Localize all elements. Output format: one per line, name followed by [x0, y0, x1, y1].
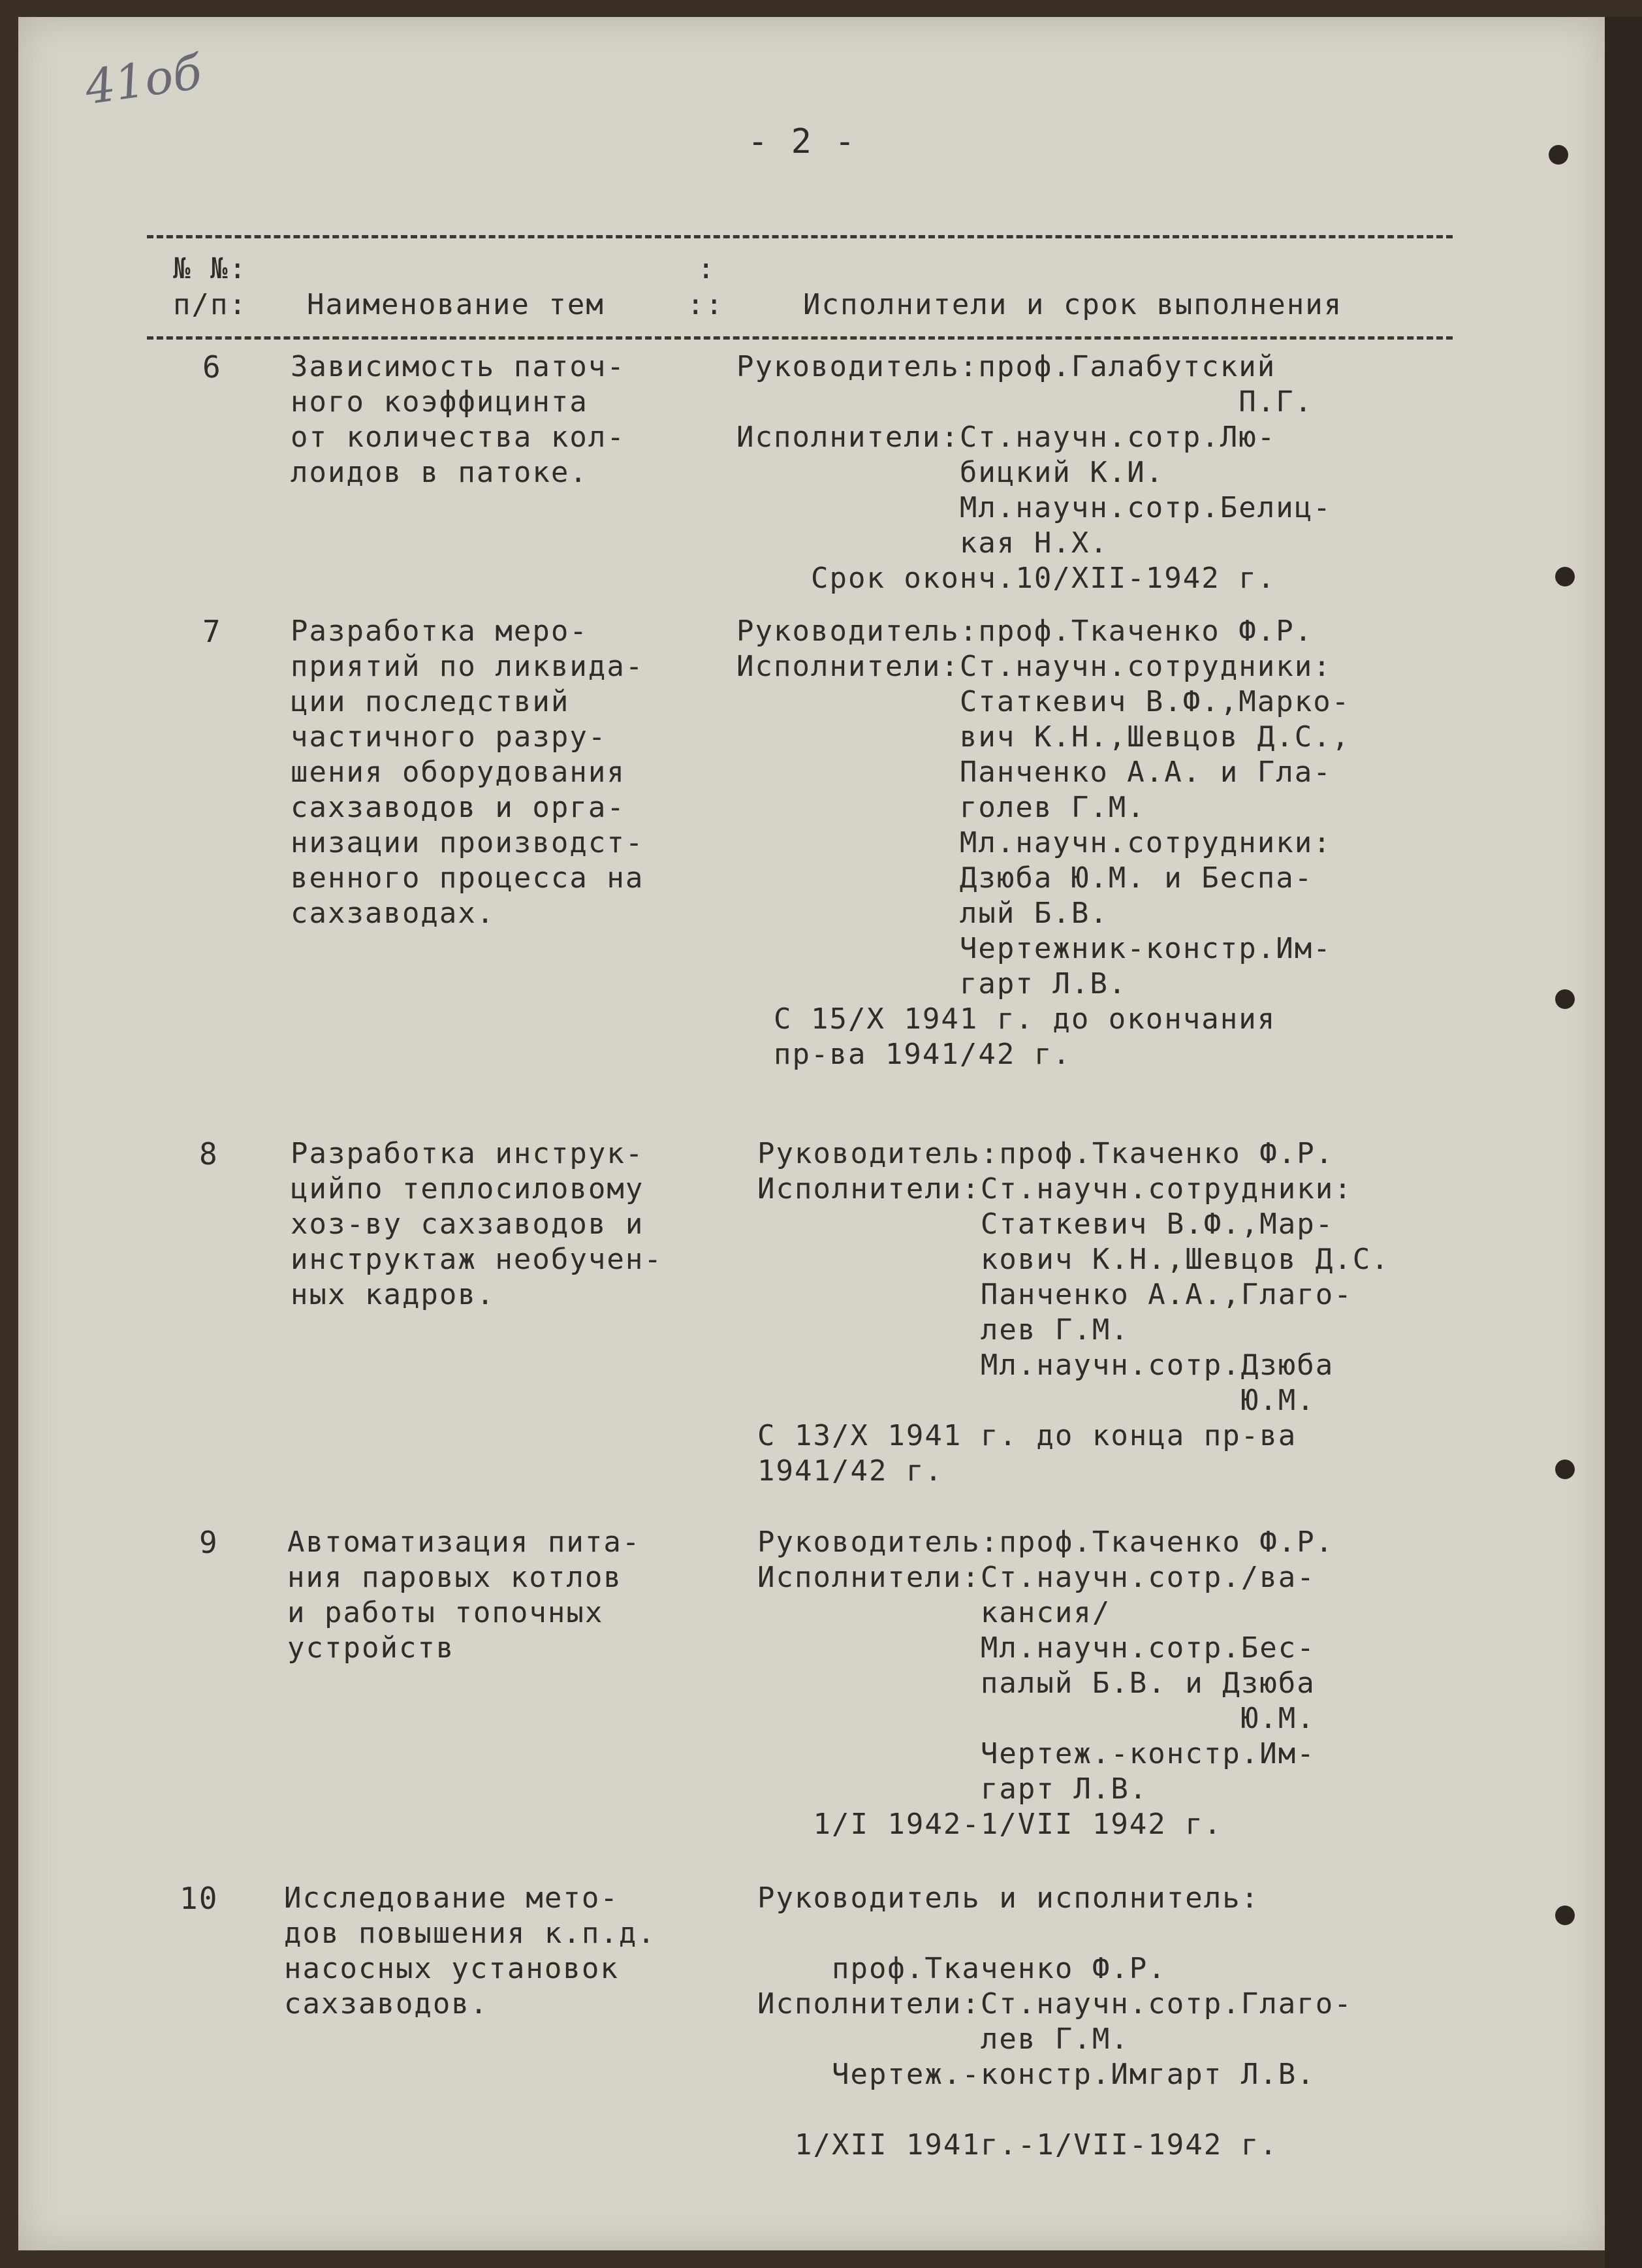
- punch-hole: [1555, 1460, 1575, 1479]
- row-7-performers: Руководитель:проф.Ткаченко Ф.Р. Исполнители:Ст.научн.сотрудники: Статкевич В.Ф.,Марко- вич К.Н.,Шевцов Д.С., Панченко А.А. и Гла- голев Г.М. Мл.научн.сотрудники: Дзюба Ю.М. и Беспа- лый Б.В. Чертежник-констр.Им- гарт Л.В. С 15/X 1941 г. до окончания пр-ва 1941/42 г.: [736, 615, 1351, 1071]
- row-10-performers: Руководитель и исполнитель: проф.Ткаченко Ф.Р. Исполнители:Ст.научн.сотр.Глаго- лев Г.М. Чертеж.-констр.Имгарт Л.В. 1/XII 1941г.-1/VII-1942 г.: [757, 1881, 1353, 2162]
- header-topic-sep: ::: [687, 288, 724, 321]
- row-6-number: 6: [202, 349, 222, 385]
- handwritten-sheet-number: 41об: [82, 44, 205, 116]
- header-number-line2: п/п:: [173, 288, 247, 321]
- page-number: - 2 -: [748, 122, 857, 161]
- header-number-sep: :: [697, 252, 716, 285]
- row-9-performers: Руководитель:проф.Ткаченко Ф.Р. Исполнители:Ст.научн.сотр./ва- кансия/ Мл.научн.сотр.Бес- палый Б.В. и Дзюба Ю.М. Чертеж.-констр.Им- гарт Л.В. 1/I 1942-1/VII 1942 г.: [757, 1525, 1334, 1841]
- punch-hole: [1555, 989, 1575, 1009]
- row-7-topic: Разработка меро- приятий по ликвида- ции последствий частичного разру- шения оборудования сахзаводов и орга- низации производст- венного процесса на сахзаводах.: [291, 615, 644, 930]
- header-topic-column: Наименование тем: [307, 288, 605, 321]
- row-10-number: 10: [180, 1881, 219, 1916]
- punch-hole: [1549, 145, 1568, 165]
- header-number-line1: № №:: [173, 252, 247, 285]
- row-6-performers: Руководитель:проф.Галабутский П.Г. Исполнители:Ст.научн.сотр.Лю- бицкий К.И. Мл.научн.сотр.Белиц- кая Н.Х. Срок оконч.10/XII-1942 г.: [736, 350, 1332, 595]
- row-9-number: 9: [199, 1525, 219, 1560]
- header-bottom-rule: [147, 336, 1453, 340]
- punch-hole: [1555, 1906, 1575, 1925]
- row-7-number: 7: [202, 614, 222, 649]
- row-8-number: 8: [199, 1136, 219, 1172]
- punch-hole: [1555, 567, 1575, 586]
- row-8-performers: Руководитель:проф.Ткаченко Ф.Р. Исполнители:Ст.научн.сотрудники: Статкевич В.Ф.,Мар- кович К.Н.,Шевцов Д.С. Панченко А.А.,Глаго- лев Г.М. Мл.научн.сотр.Дзюба Ю.М. С 13/X 1941 г. до конца пр-ва 1941/42 г.: [757, 1137, 1390, 1488]
- row-8-topic: Разработка инструк- цийпо теплосиловому хоз-ву сахзаводов и инструктаж необучен- ных кадров.: [291, 1137, 663, 1311]
- row-6-topic: Зависимость паточ- ного коэффицинта от количества кол- лоидов в патоке.: [291, 350, 625, 489]
- header-performers-column: Исполнители и срок выполнения: [803, 288, 1343, 321]
- row-10-topic: Исследование мето- дов повышения к.п.д. насосных установок сахзаводов.: [284, 1881, 656, 2020]
- page-edge-shadow: [1605, 17, 1642, 2268]
- header-top-rule: [147, 235, 1453, 238]
- row-9-topic: Автоматизация пита- ния паровых котлов и работы топочных устройств: [287, 1525, 641, 1665]
